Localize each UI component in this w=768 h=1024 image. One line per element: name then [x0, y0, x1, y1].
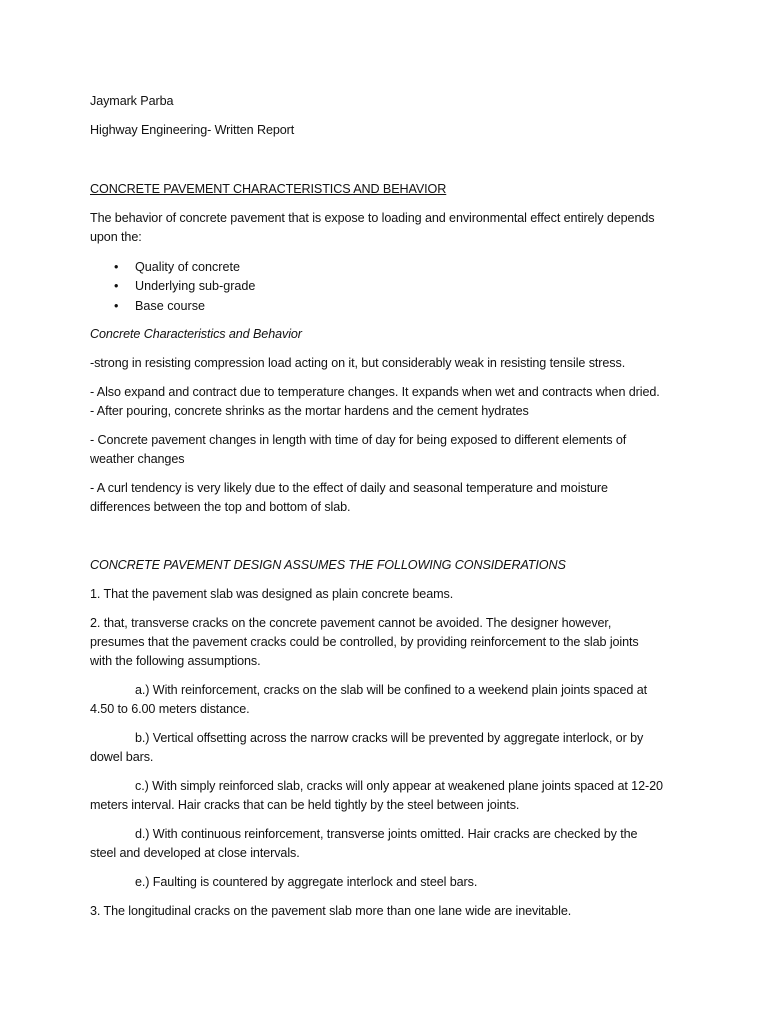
subheading-characteristics: Concrete Characteristics and Behavior: [90, 327, 302, 341]
section-heading-characteristics: CONCRETE PAVEMENT CHARACTERISTICS AND BEHAVIOR: [90, 182, 447, 196]
sub-item-b: dowel bars.: [90, 750, 154, 764]
numbered-item: 2. that, transverse cracks on the concrete pavement cannot be avoided. The designer however,: [90, 616, 612, 630]
bullet-text: Quality of concrete: [135, 260, 240, 274]
paragraph-line: - After pouring, concrete shrinks as the mortar hardens and the cement hydrates: [90, 404, 529, 418]
paragraph-line: - Concrete pavement changes in length with time of day for being exposed to different elements of: [90, 433, 627, 447]
paragraph-line: -strong in resisting compression load acting on it, but considerably weak in resisting tensile stress.: [90, 356, 626, 370]
bullet-text: Base course: [135, 299, 206, 313]
sub-item-d: d.) With continuous reinforcement, transverse joints omitted. Hair cracks are checked by the: [135, 827, 638, 841]
sub-item-d: steel and developed at close intervals.: [90, 846, 300, 860]
intro-text-line: upon the:: [90, 230, 142, 244]
bullet-icon: •: [114, 279, 119, 293]
numbered-item: 3. The longitudinal cracks on the pavement slab more than one lane wide are inevitable.: [90, 904, 572, 918]
paragraph-line: weather changes: [90, 452, 185, 466]
sub-item-e: e.) Faulting is countered by aggregate interlock and steel bars.: [135, 875, 478, 889]
paragraph-line: - Also expand and contract due to temperature changes. It expands when wet and contracts when dried.: [90, 385, 660, 399]
sub-item-c: meters interval. Hair cracks that can be held tightly by the steel between joints.: [90, 798, 520, 812]
bullet-text: Underlying sub-grade: [135, 279, 256, 293]
sub-item-c: c.) With simply reinforced slab, cracks will only appear at weakened plane joints spaced at 12-20: [135, 779, 663, 793]
numbered-item: 1. That the pavement slab was designed as plain concrete beams.: [90, 587, 454, 601]
sub-item-b: b.) Vertical offsetting across the narrow cracks will be prevented by aggregate interlock, or by: [135, 731, 644, 745]
numbered-item: presumes that the pavement cracks could be controlled, by providing reinforcement to the slab joints: [90, 635, 639, 649]
sub-item-a: a.) With reinforcement, cracks on the slab will be confined to a weekend plain joints spaced at: [135, 683, 648, 697]
paragraph-line: - A curl tendency is very likely due to the effect of daily and seasonal temperature and moisture: [90, 481, 608, 495]
intro-text-line: The behavior of concrete pavement that is expose to loading and environmental effect entirely depends: [90, 211, 655, 225]
bullet-icon: •: [114, 260, 119, 274]
report-subtitle: Highway Engineering- Written Report: [90, 123, 295, 137]
paragraph-line: differences between the top and bottom of slab.: [90, 500, 351, 514]
numbered-item: with the following assumptions.: [90, 654, 261, 668]
section-heading-design: CONCRETE PAVEMENT DESIGN ASSUMES THE FOLLOWING CONSIDERATIONS: [90, 558, 566, 572]
sub-item-a: 4.50 to 6.00 meters distance.: [90, 702, 250, 716]
author-name: Jaymark Parba: [90, 94, 174, 108]
bullet-icon: •: [114, 299, 119, 313]
